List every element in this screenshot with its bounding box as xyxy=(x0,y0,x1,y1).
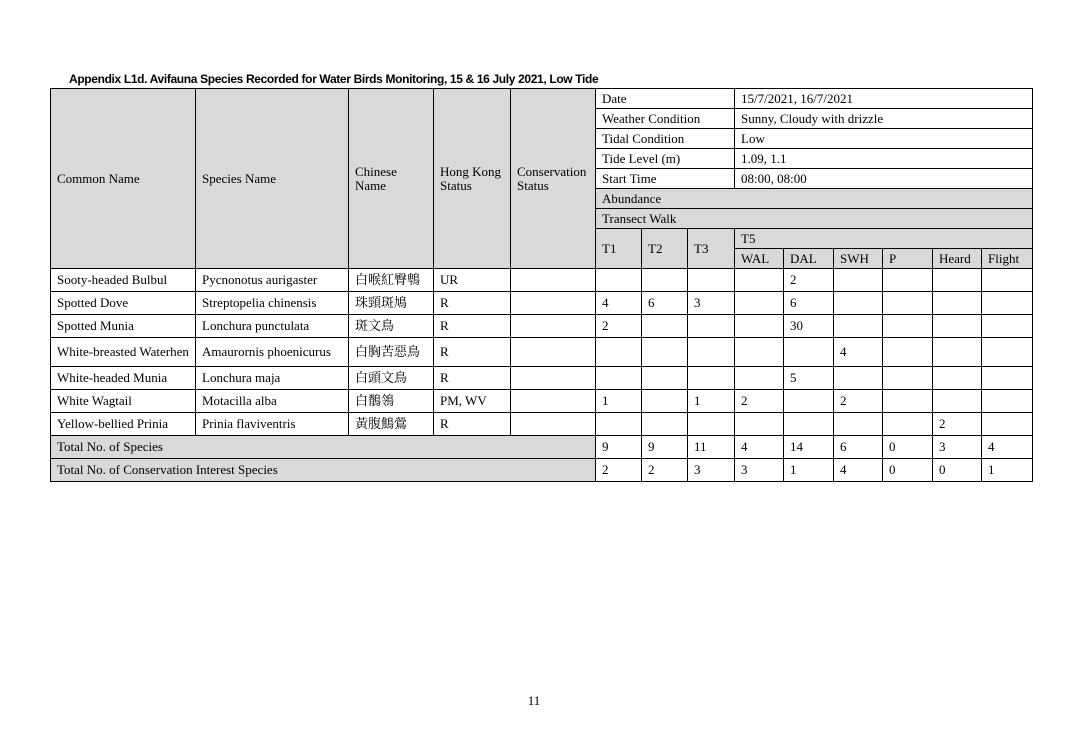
total-label: Total No. of Species xyxy=(51,436,596,459)
count-cell: 30 xyxy=(784,315,834,338)
conservation-status-cell xyxy=(511,390,596,413)
count-cell: 2 xyxy=(933,413,982,436)
total-cell: 11 xyxy=(688,436,735,459)
avifauna-table xyxy=(50,88,1033,482)
conservation-status-cell xyxy=(511,367,596,390)
column-heard: Heard xyxy=(933,249,982,269)
count-cell xyxy=(688,315,735,338)
total-cell: 0 xyxy=(883,436,933,459)
conservation-status-cell xyxy=(511,315,596,338)
count-cell xyxy=(688,367,735,390)
survey-value: 1.09, 1.1 xyxy=(735,149,1033,169)
total-conservation-row xyxy=(51,459,1033,482)
count-cell xyxy=(834,413,883,436)
total-cell: 1 xyxy=(982,459,1033,482)
hk-status-cell: R xyxy=(434,315,511,338)
common-name-cell: White Wagtail xyxy=(51,390,196,413)
count-cell xyxy=(834,315,883,338)
header-common-name: Common Name xyxy=(51,89,196,269)
total-cell: 3 xyxy=(933,436,982,459)
chinese-name-cell: 黃腹鷦鶯 xyxy=(349,413,434,436)
count-cell: 4 xyxy=(834,338,883,367)
column-t3: T3 xyxy=(688,229,735,269)
survey-value: Low xyxy=(735,129,1033,149)
count-cell xyxy=(982,315,1033,338)
count-cell xyxy=(933,292,982,315)
table-row xyxy=(51,269,1033,292)
hk-status-cell: R xyxy=(434,338,511,367)
header-chinese-name: Chinese Name xyxy=(349,89,434,269)
count-cell xyxy=(784,390,834,413)
total-cell: 2 xyxy=(642,459,688,482)
count-cell xyxy=(982,292,1033,315)
column-t1: T1 xyxy=(596,229,642,269)
count-cell xyxy=(735,367,784,390)
count-cell: 4 xyxy=(596,292,642,315)
count-cell xyxy=(596,338,642,367)
count-cell xyxy=(834,292,883,315)
species-name-cell: Motacilla alba xyxy=(196,390,349,413)
species-name-cell: Lonchura maja xyxy=(196,367,349,390)
count-cell xyxy=(883,367,933,390)
species-name-cell: Streptopelia chinensis xyxy=(196,292,349,315)
total-cell: 0 xyxy=(883,459,933,482)
count-cell: 1 xyxy=(596,390,642,413)
column-t5: T5 xyxy=(735,229,1033,249)
count-cell xyxy=(883,390,933,413)
abundance-header: Abundance xyxy=(596,189,1033,209)
count-cell xyxy=(834,269,883,292)
column-wal: WAL xyxy=(735,249,784,269)
count-cell xyxy=(642,390,688,413)
species-name-cell: Pycnonotus aurigaster xyxy=(196,269,349,292)
column-t2: T2 xyxy=(642,229,688,269)
transect-walk-header: Transect Walk xyxy=(596,209,1033,229)
survey-label: Tide Level (m) xyxy=(596,149,735,169)
count-cell xyxy=(735,292,784,315)
conservation-status-cell xyxy=(511,413,596,436)
column-flight: Flight xyxy=(982,249,1033,269)
survey-value: 15/7/2021, 16/7/2021 xyxy=(735,89,1033,109)
count-cell: 3 xyxy=(688,292,735,315)
column-p: P xyxy=(883,249,933,269)
count-cell xyxy=(784,413,834,436)
count-cell xyxy=(735,269,784,292)
count-cell xyxy=(883,413,933,436)
count-cell xyxy=(735,413,784,436)
count-cell xyxy=(883,269,933,292)
survey-label: Date xyxy=(596,89,735,109)
hk-status-cell: UR xyxy=(434,269,511,292)
count-cell xyxy=(883,315,933,338)
survey-value: 08:00, 08:00 xyxy=(735,169,1033,189)
common-name-cell: Sooty-headed Bulbul xyxy=(51,269,196,292)
common-name-cell: Spotted Munia xyxy=(51,315,196,338)
total-species-row xyxy=(51,436,1033,459)
total-cell: 4 xyxy=(982,436,1033,459)
survey-value: Sunny, Cloudy with drizzle xyxy=(735,109,1033,129)
count-cell: 6 xyxy=(784,292,834,315)
page-number: 11 xyxy=(527,693,541,708)
count-cell: 5 xyxy=(784,367,834,390)
count-cell xyxy=(883,338,933,367)
count-cell xyxy=(933,315,982,338)
chinese-name-cell: 白鶺鴒 xyxy=(349,390,434,413)
column-dal: DAL xyxy=(784,249,834,269)
count-cell xyxy=(642,367,688,390)
count-cell xyxy=(982,338,1033,367)
count-cell: 6 xyxy=(642,292,688,315)
hk-status-cell: PM, WV xyxy=(434,390,511,413)
column-swh: SWH xyxy=(834,249,883,269)
header-species-name: Species Name xyxy=(196,89,349,269)
count-cell xyxy=(688,269,735,292)
table-row xyxy=(51,338,1033,367)
count-cell xyxy=(784,338,834,367)
header-hk-status: Hong Kong Status xyxy=(434,89,511,269)
conservation-status-cell xyxy=(511,338,596,367)
count-cell xyxy=(596,367,642,390)
total-cell: 4 xyxy=(834,459,883,482)
count-cell xyxy=(933,338,982,367)
table-row xyxy=(51,315,1033,338)
species-name-cell: Lonchura punctulata xyxy=(196,315,349,338)
count-cell xyxy=(642,413,688,436)
table-title: Appendix L1d. Avifauna Species Recorded for Water Birds Monitoring, 15 & 16 July 2021, Low Tide xyxy=(69,72,599,86)
total-cell: 4 xyxy=(735,436,784,459)
species-name-cell: Prinia flaviventris xyxy=(196,413,349,436)
total-cell: 9 xyxy=(596,436,642,459)
count-cell xyxy=(735,338,784,367)
total-cell: 14 xyxy=(784,436,834,459)
total-cell: 6 xyxy=(834,436,883,459)
common-name-cell: Spotted Dove xyxy=(51,292,196,315)
total-cell: 0 xyxy=(933,459,982,482)
chinese-name-cell: 白喉紅臀鵯 xyxy=(349,269,434,292)
count-cell xyxy=(688,338,735,367)
count-cell xyxy=(883,292,933,315)
common-name-cell: Yellow-bellied Prinia xyxy=(51,413,196,436)
count-cell xyxy=(596,413,642,436)
survey-label: Weather Condition xyxy=(596,109,735,129)
chinese-name-cell: 白胸苦惡鳥 xyxy=(349,338,434,367)
chinese-name-cell: 珠頸斑鳩 xyxy=(349,292,434,315)
count-cell xyxy=(982,367,1033,390)
count-cell xyxy=(596,269,642,292)
count-cell xyxy=(933,367,982,390)
chinese-name-cell: 斑文鳥 xyxy=(349,315,434,338)
conservation-status-cell xyxy=(511,292,596,315)
total-cell: 2 xyxy=(596,459,642,482)
common-name-cell: White-headed Munia xyxy=(51,367,196,390)
count-cell xyxy=(834,367,883,390)
count-cell: 2 xyxy=(596,315,642,338)
survey-label: Start Time xyxy=(596,169,735,189)
count-cell: 2 xyxy=(834,390,883,413)
table-row xyxy=(51,292,1033,315)
header-conservation-status: Conservation Status xyxy=(511,89,596,269)
hk-status-cell: R xyxy=(434,292,511,315)
common-name-cell: White-breasted Waterhen xyxy=(51,338,196,367)
count-cell xyxy=(933,269,982,292)
count-cell xyxy=(688,413,735,436)
hk-status-cell: R xyxy=(434,367,511,390)
table-row xyxy=(51,413,1033,436)
total-cell: 3 xyxy=(688,459,735,482)
count-cell xyxy=(982,390,1033,413)
count-cell xyxy=(982,269,1033,292)
conservation-status-cell xyxy=(511,269,596,292)
total-label: Total No. of Conservation Interest Species xyxy=(51,459,596,482)
species-name-cell: Amaurornis phoenicurus xyxy=(196,338,349,367)
table-row xyxy=(51,390,1033,413)
chinese-name-cell: 白頭文鳥 xyxy=(349,367,434,390)
total-cell: 9 xyxy=(642,436,688,459)
total-cell: 3 xyxy=(735,459,784,482)
total-cell: 1 xyxy=(784,459,834,482)
count-cell xyxy=(642,338,688,367)
survey-label: Tidal Condition xyxy=(596,129,735,149)
count-cell xyxy=(642,269,688,292)
count-cell xyxy=(735,315,784,338)
count-cell: 1 xyxy=(688,390,735,413)
count-cell: 2 xyxy=(784,269,834,292)
table-row xyxy=(51,367,1033,390)
count-cell xyxy=(933,390,982,413)
hk-status-cell: R xyxy=(434,413,511,436)
count-cell: 2 xyxy=(735,390,784,413)
count-cell xyxy=(982,413,1033,436)
count-cell xyxy=(642,315,688,338)
